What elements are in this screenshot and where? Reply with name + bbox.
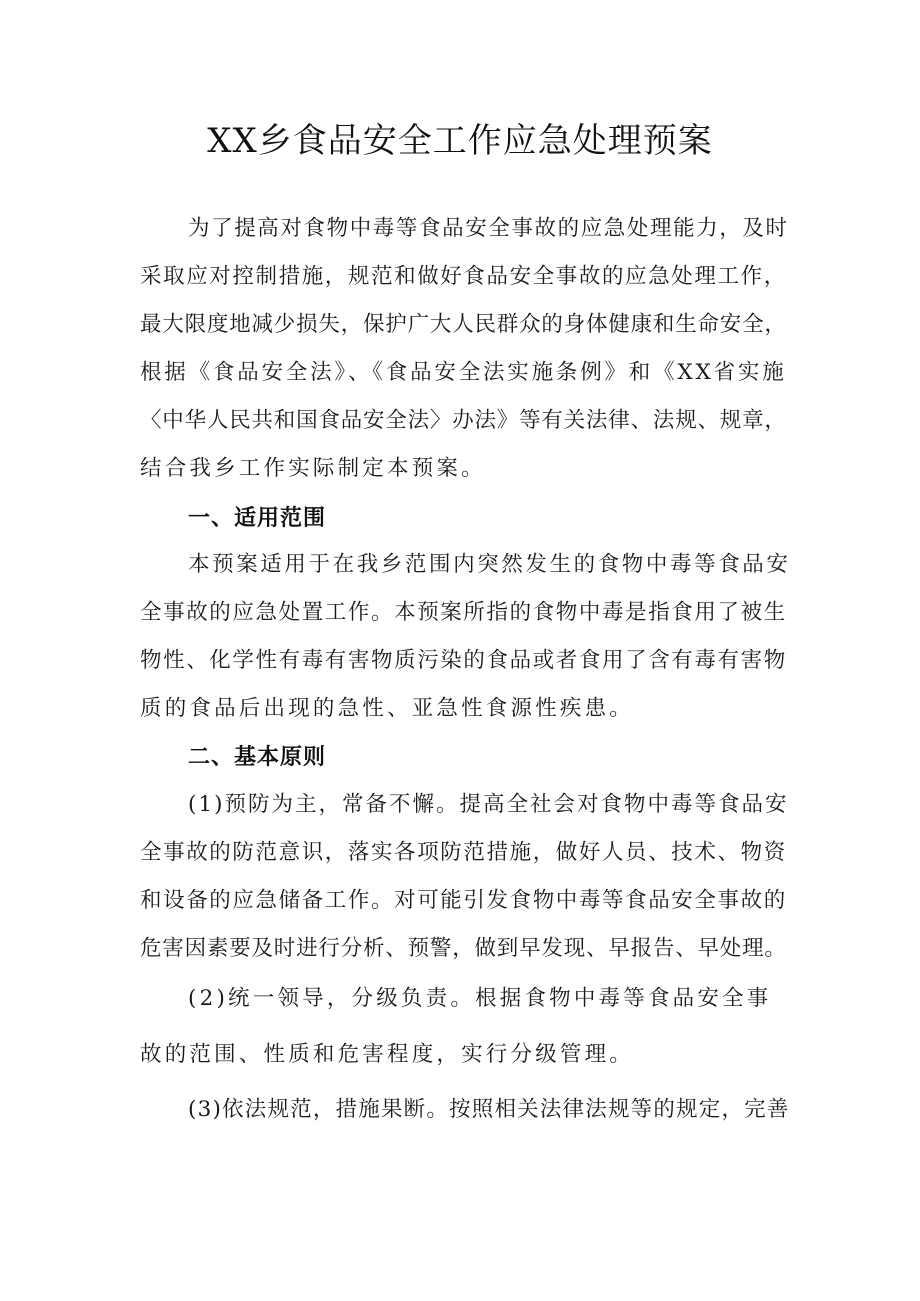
paragraph-line: (3)依法规范，措施果断。按照相关法律法规等的规定，完善 — [188, 1097, 790, 1122]
intro-line: 〈中华人民共和国食品安全法〉办法》等有关法律、法规、规章， — [140, 408, 787, 433]
paragraph-line: 全事故的防范意识，落实各项防范措施，做好人员、技术、物资 — [140, 840, 787, 865]
section-heading: 二、基本原则 — [188, 745, 327, 770]
paragraph-line: 物性、化学性有毒有害物质污染的食品或者食用了含有毒有害物 — [140, 648, 787, 673]
intro-line: 根据《食品安全法》、《食品安全法实施条例》和《XX省实施 — [140, 360, 787, 385]
intro-line: 采取应对控制措施，规范和做好食品安全事故的应急处理工作， — [140, 264, 787, 289]
paragraph-line: (1)预防为主，常备不懈。提高全社会对食物中毒等食品安 — [188, 792, 789, 817]
paragraph-line: 全事故的应急处置工作。本预案所指的食物中毒是指食用了被生 — [140, 600, 787, 625]
paragraph-line: (2)统一领导，分级负责。根据食物中毒等食品安全事 — [188, 986, 772, 1011]
paragraph-line: 本预案适用于在我乡范围内突然发生的食物中毒等食品安 — [188, 552, 791, 577]
paragraph-line: 危害因素要及时进行分析、预警，做到早发现、早报告、早处理。 — [140, 936, 787, 961]
paragraph-line: 和设备的应急储备工作。对可能引发食物中毒等食品安全事故的 — [140, 888, 787, 913]
paragraph-line: 故的范围、性质和危害程度，实行分级管理。 — [140, 1042, 635, 1067]
document-title: XX乡食品安全工作应急处理预案 — [207, 121, 713, 161]
intro-line: 结合我乡工作实际制定本预案。 — [140, 456, 486, 481]
intro-line: 最大限度地减少损失，保护广大人民群众的身体健康和生命安全， — [140, 312, 787, 337]
intro-line: 为了提高对食物中毒等食品安全事故的应急处理能力，及时 — [188, 216, 789, 241]
paragraph-line: 质的食品后出现的急性、亚急性食源性疾患。 — [140, 696, 635, 721]
section-heading: 一、适用范围 — [188, 506, 327, 531]
